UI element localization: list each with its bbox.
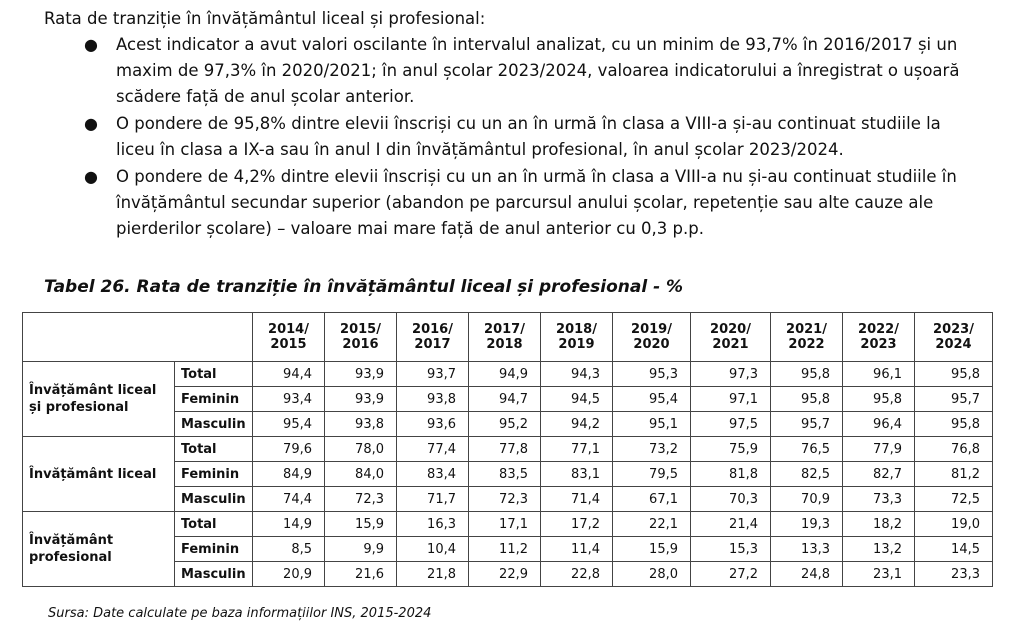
bullet-item [80, 164, 980, 242]
value-cell: 93,4 [253, 387, 325, 412]
value-cell: 15,3 [691, 537, 771, 562]
value-cell: 93,6 [397, 412, 469, 437]
year-header [771, 313, 843, 362]
value-cell: 73,3 [843, 487, 915, 512]
bullet-dot-icon: ● [84, 35, 98, 54]
value-cell: 93,7 [397, 362, 469, 387]
value-cell: 20,9 [253, 562, 325, 587]
value-cell: 27,2 [691, 562, 771, 587]
value-cell: 93,8 [397, 387, 469, 412]
bullet-text: O pondere de 4,2% dintre elevii înscriși cu un an în urmă în clasa a VIII-a nu și-au continuat studiile în învățământul secundar superior (abandon pe parcursul anului școlar, repetenție sau alte cauze ale pierderilor școlare) – valoare mai mare față de anul anterior cu 0,3 p.p. [116, 167, 957, 238]
value-cell: 79,5 [613, 462, 691, 487]
value-cell: 94,9 [469, 362, 541, 387]
year-header-start: 2021/ [786, 322, 827, 337]
year-header-end: 2015 [270, 337, 307, 352]
row-label: Feminin [175, 387, 253, 412]
year-header-start: 2023/ [933, 322, 974, 337]
value-cell: 79,6 [253, 437, 325, 462]
bullet-item [80, 32, 980, 110]
value-cell: 95,8 [843, 387, 915, 412]
value-cell: 74,4 [253, 487, 325, 512]
value-cell: 82,5 [771, 462, 843, 487]
year-header-start: 2022/ [858, 322, 899, 337]
value-cell: 76,5 [771, 437, 843, 462]
value-cell: 24,8 [771, 562, 843, 587]
category-cell: Învățământ liceal [23, 437, 175, 512]
value-cell: 70,3 [691, 487, 771, 512]
value-cell: 23,3 [915, 562, 993, 587]
row-label: Masculin [175, 562, 253, 587]
value-cell: 10,4 [397, 537, 469, 562]
year-header [325, 313, 397, 362]
year-header [541, 313, 613, 362]
value-cell: 14,9 [253, 512, 325, 537]
row-label: Masculin [175, 412, 253, 437]
value-cell: 72,3 [325, 487, 397, 512]
value-cell: 96,1 [843, 362, 915, 387]
year-header-end: 2016 [342, 337, 379, 352]
table-caption: Tabel 26. Rata de tranziție în învățământul liceal și profesional - % [44, 277, 684, 297]
value-cell: 73,2 [613, 437, 691, 462]
table-row [23, 512, 993, 537]
value-cell: 17,1 [469, 512, 541, 537]
value-cell: 94,4 [253, 362, 325, 387]
value-cell: 11,4 [541, 537, 613, 562]
value-cell: 82,7 [843, 462, 915, 487]
value-cell: 19,3 [771, 512, 843, 537]
year-header [397, 313, 469, 362]
value-cell: 95,3 [613, 362, 691, 387]
year-header-start: 2017/ [484, 322, 525, 337]
row-label: Masculin [175, 487, 253, 512]
value-cell: 11,2 [469, 537, 541, 562]
value-cell: 15,9 [613, 537, 691, 562]
value-cell: 71,4 [541, 487, 613, 512]
value-cell: 21,4 [691, 512, 771, 537]
table-row [23, 362, 993, 387]
value-cell: 8,5 [253, 537, 325, 562]
year-header-end: 2023 [860, 337, 897, 352]
value-cell: 19,0 [915, 512, 993, 537]
year-header-start: 2019/ [631, 322, 672, 337]
value-cell: 81,2 [915, 462, 993, 487]
intro-text: Rata de tranziție în învățământul liceal și profesional: [44, 9, 486, 28]
year-header-start: 2018/ [556, 322, 597, 337]
value-cell: 93,9 [325, 362, 397, 387]
value-cell: 18,2 [843, 512, 915, 537]
value-cell: 16,3 [397, 512, 469, 537]
value-cell: 77,4 [397, 437, 469, 462]
value-cell: 13,2 [843, 537, 915, 562]
row-label: Total [175, 437, 253, 462]
year-header [843, 313, 915, 362]
value-cell: 77,9 [843, 437, 915, 462]
value-cell: 81,8 [691, 462, 771, 487]
value-cell: 22,9 [469, 562, 541, 587]
year-header-end: 2020 [633, 337, 670, 352]
value-cell: 78,0 [325, 437, 397, 462]
year-header [253, 313, 325, 362]
value-cell: 95,8 [915, 412, 993, 437]
value-cell: 83,1 [541, 462, 613, 487]
value-cell: 77,8 [469, 437, 541, 462]
category-cell: Învățământ profesional [23, 512, 175, 587]
value-cell: 14,5 [915, 537, 993, 562]
value-cell: 94,5 [541, 387, 613, 412]
value-cell: 28,0 [613, 562, 691, 587]
value-cell: 97,3 [691, 362, 771, 387]
value-cell: 9,9 [325, 537, 397, 562]
year-header-start: 2020/ [710, 322, 751, 337]
value-cell: 95,2 [469, 412, 541, 437]
value-cell: 22,8 [541, 562, 613, 587]
value-cell: 15,9 [325, 512, 397, 537]
value-cell: 94,2 [541, 412, 613, 437]
year-header [613, 313, 691, 362]
value-cell: 95,7 [915, 387, 993, 412]
value-cell: 13,3 [771, 537, 843, 562]
year-header-end: 2024 [935, 337, 972, 352]
table-header-row [23, 313, 993, 362]
value-cell: 71,7 [397, 487, 469, 512]
value-cell: 95,8 [915, 362, 993, 387]
row-label: Total [175, 362, 253, 387]
value-cell: 84,9 [253, 462, 325, 487]
year-header-end: 2021 [712, 337, 749, 352]
bullet-text: Acest indicator a avut valori oscilante în intervalul analizat, cu un minim de 93,7% în 2016/2017 și un maxim de 97,3% în 2020/2021; în anul școlar 2023/2024, valoarea indicatorului a înregistrat o ușoară scădere față de anul școlar anterior. [116, 35, 960, 106]
year-header-end: 2019 [558, 337, 595, 352]
value-cell: 95,1 [613, 412, 691, 437]
bullet-dot-icon: ● [84, 167, 98, 186]
row-label: Feminin [175, 537, 253, 562]
year-header-end: 2022 [788, 337, 825, 352]
bullet-text: O pondere de 95,8% dintre elevii înscriși cu un an în urmă în clasa a VIII-a și-au continuat studiile la liceu în clasa a IX-a sau în anul I din învățământul profesional, în anul școlar 2023/2024. [116, 114, 941, 159]
year-header-start: 2016/ [412, 322, 453, 337]
value-cell: 21,6 [325, 562, 397, 587]
value-cell: 67,1 [613, 487, 691, 512]
value-cell: 75,9 [691, 437, 771, 462]
value-cell: 70,9 [771, 487, 843, 512]
year-header [691, 313, 771, 362]
year-header [915, 313, 993, 362]
value-cell: 17,2 [541, 512, 613, 537]
value-cell: 95,4 [253, 412, 325, 437]
value-cell: 96,4 [843, 412, 915, 437]
value-cell: 97,5 [691, 412, 771, 437]
table-row [23, 437, 993, 462]
row-label: Feminin [175, 462, 253, 487]
value-cell: 84,0 [325, 462, 397, 487]
value-cell: 94,3 [541, 362, 613, 387]
value-cell: 72,3 [469, 487, 541, 512]
value-cell: 22,1 [613, 512, 691, 537]
value-cell: 83,4 [397, 462, 469, 487]
transition-rate-table [22, 312, 993, 587]
value-cell: 95,7 [771, 412, 843, 437]
source-note: Sursa: Date calculate pe baza informațiilor INS, 2015-2024 [48, 606, 432, 621]
bullet-list [80, 32, 980, 243]
value-cell: 23,1 [843, 562, 915, 587]
value-cell: 83,5 [469, 462, 541, 487]
bullet-item [80, 111, 980, 163]
category-cell: Învățământ liceal și profesional [23, 362, 175, 437]
year-header-end: 2018 [486, 337, 523, 352]
year-header [469, 313, 541, 362]
value-cell: 95,8 [771, 387, 843, 412]
bullet-dot-icon: ● [84, 114, 98, 133]
value-cell: 93,8 [325, 412, 397, 437]
year-header-start: 2015/ [340, 322, 381, 337]
value-cell: 95,4 [613, 387, 691, 412]
value-cell: 21,8 [397, 562, 469, 587]
value-cell: 77,1 [541, 437, 613, 462]
value-cell: 72,5 [915, 487, 993, 512]
year-header-end: 2017 [414, 337, 451, 352]
value-cell: 94,7 [469, 387, 541, 412]
row-label: Total [175, 512, 253, 537]
value-cell: 76,8 [915, 437, 993, 462]
year-header-start: 2014/ [268, 322, 309, 337]
value-cell: 93,9 [325, 387, 397, 412]
header-blank-cell [23, 313, 253, 362]
value-cell: 95,8 [771, 362, 843, 387]
value-cell: 97,1 [691, 387, 771, 412]
